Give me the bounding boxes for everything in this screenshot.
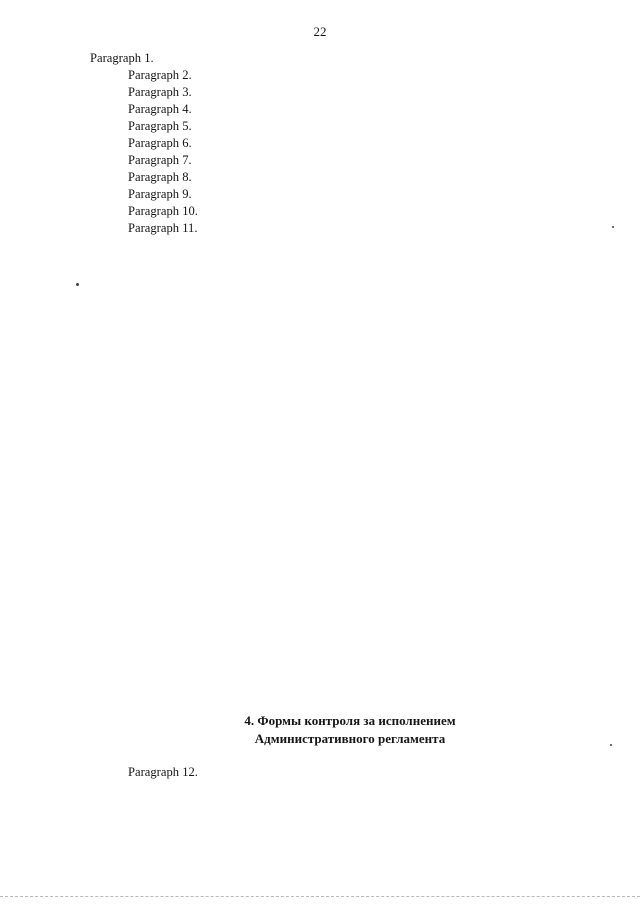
- section-heading-line-1: 4. Формы контроля за исполнением: [244, 713, 456, 728]
- page-number: 22: [313, 24, 327, 39]
- paragraph-1: Paragraph 1.: [90, 51, 154, 65]
- paragraph-3: Paragraph 3.: [128, 85, 192, 99]
- body-text: [90, 50, 610, 237]
- paragraph-9: Paragraph 9.: [128, 187, 192, 201]
- paragraph-10: Paragraph 10.: [128, 204, 198, 218]
- scan-speck: [76, 283, 79, 286]
- paragraph-4: Paragraph 4.: [128, 102, 192, 116]
- paragraph-11: Paragraph 11.: [128, 221, 198, 235]
- paragraph-7: Paragraph 7.: [128, 153, 192, 167]
- section-heading: [90, 712, 610, 748]
- scan-speck: [610, 744, 612, 746]
- section-text: [90, 764, 610, 781]
- paragraph-5: Paragraph 5.: [128, 119, 192, 133]
- paragraph-2: Paragraph 2.: [128, 68, 192, 82]
- section-paragraph-1: Paragraph 12.: [128, 765, 198, 779]
- scan-edge-line: [0, 896, 640, 897]
- scan-speck: [612, 226, 614, 228]
- paragraph-6: Paragraph 6.: [128, 136, 192, 150]
- paragraph-8: Paragraph 8.: [128, 170, 192, 184]
- section-heading-line-2: Административного регламента: [254, 731, 446, 746]
